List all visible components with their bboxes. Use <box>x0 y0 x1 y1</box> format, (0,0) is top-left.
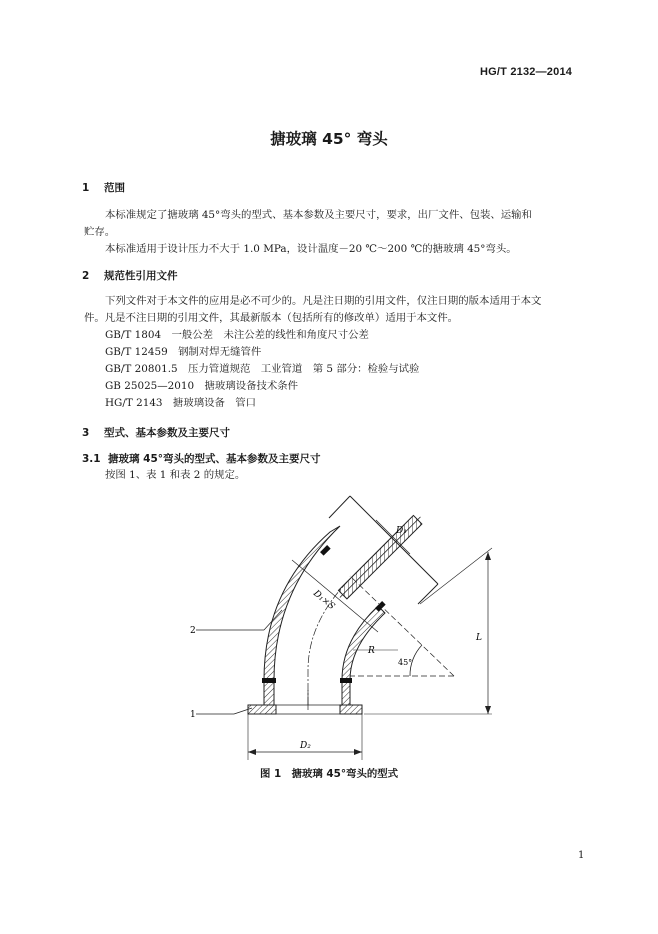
section-1-para-1 <box>84 207 604 241</box>
section-3-1-title: 搪玻璃 45°弯头的型式、基本参数及主要尺寸 <box>108 453 321 465</box>
section-2-number: 2 <box>82 270 90 282</box>
label-d2: D₂ <box>300 741 311 751</box>
label-angle: 45° <box>398 658 413 667</box>
reference-item: GB/T 12459 钢制对焊无缝管件 <box>105 346 262 358</box>
reference-item: HG/T 2143 搪玻璃设备 管口 <box>105 397 257 409</box>
reference-item: GB/T 20801.5 压力管道规范 工业管道 第 5 部分：检验与试验 <box>105 363 420 375</box>
bottom-flange-right <box>340 705 362 714</box>
section-2-intro <box>84 293 604 327</box>
elbow-drawing <box>0 480 658 770</box>
section-1-number: 1 <box>82 182 90 194</box>
figure-caption: 图 1 搪玻璃 45°弯头的型式 <box>259 768 399 780</box>
reference-item: GB/T 1804 一般公差 未注公差的线性和角度尺寸公差 <box>105 329 369 341</box>
section-1-para-1-line-1: 本标准规定了搪玻璃 45°弯头的型式、基本参数及主要尺寸，要求，出厂文件、包装、运输和 <box>105 209 532 221</box>
section-3-number: 3 <box>82 427 90 439</box>
label-d1: D₁ <box>396 526 407 536</box>
reference-item: GB 25025—2010 搪玻璃设备技术条件 <box>105 380 299 392</box>
label-d1xs: D₁×S <box>311 588 337 613</box>
section-2-title: 规范性引用文件 <box>104 270 178 282</box>
section-1-para-2: 本标准适用于设计压力不大于 1.0 MPa，设计温度－20 ℃～200 ℃的搪玻璃 45°弯头。 <box>105 243 517 255</box>
section-1-para-1-line-2: 贮存。 <box>84 226 116 238</box>
section-3-1-heading <box>82 451 321 466</box>
section-2-intro-line-2: 件。凡是不注日期的引用文件，其最新版本（包括所有的修改单）适用于本文件。 <box>84 312 459 324</box>
section-2-intro-line-1: 下列文件对于本文件的应用是必不可少的。凡是注日期的引用文件，仅注日期的版本适用于本文 <box>105 295 542 307</box>
section-3-1-number: 3.1 <box>82 453 101 465</box>
label-l: L <box>476 633 482 643</box>
section-1-heading <box>82 180 125 195</box>
page-number: 1 <box>578 850 585 861</box>
inner-wall <box>342 606 385 705</box>
label-r: R <box>368 646 375 656</box>
page-title: 搪玻璃 45° 弯头 <box>270 130 388 148</box>
bottom-flange-left <box>248 705 276 714</box>
section-3-title: 型式、基本参数及主要尺寸 <box>104 427 230 439</box>
section-2-heading <box>82 268 178 283</box>
section-1-title: 范围 <box>104 182 125 194</box>
standard-code: HG/T 2132—2014 <box>480 66 573 78</box>
section-3-1-text: 按图 1、表 1 和表 2 的规定。 <box>105 469 246 481</box>
label-item-1: 1 <box>190 710 196 720</box>
section-3-heading <box>82 425 230 440</box>
label-item-2: 2 <box>190 626 196 636</box>
